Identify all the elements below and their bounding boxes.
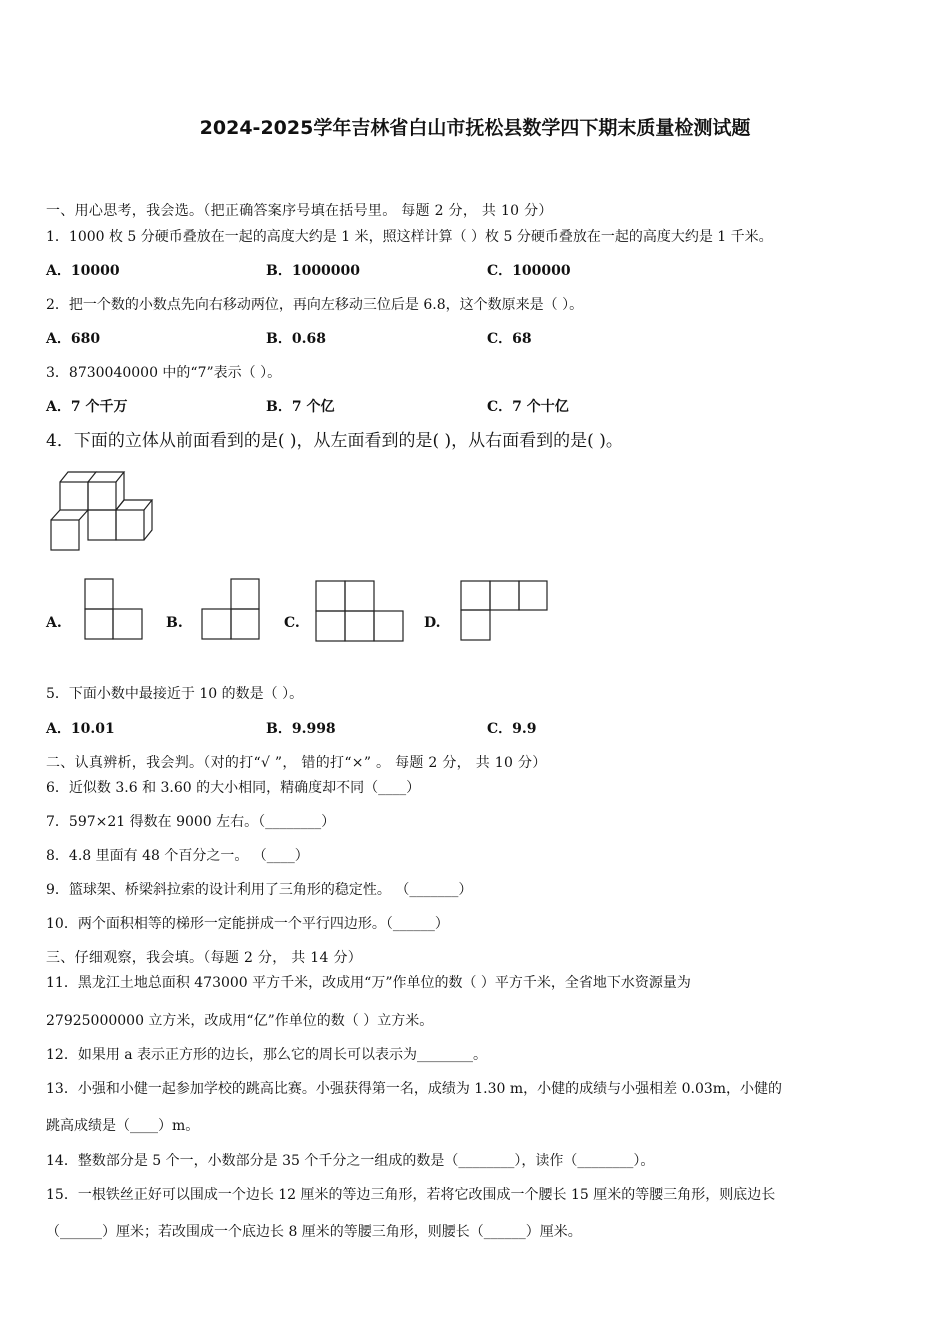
page-title: 2024-2025学年吉林省白山市抚松县数学四下期末质量检测试题 (199, 117, 751, 139)
question-6: 6．近似数 3.6 和 3.60 的大小相同，精确度却不同（____） (46, 780, 421, 796)
q4-option-c: C. (284, 615, 300, 631)
section-3-heading: 三、仔细观察，我会填。（每题 2 分， 共 14 分） (46, 950, 363, 966)
question-15-line-2: （______）厘米；若改围成一个底边长 8 厘米的等腰三角形，则腰长（______）厘米。 (46, 1224, 582, 1240)
q4-view-a (84, 578, 144, 640)
question-5: 5．下面小数中最接近于 10 的数是（ ）。 (46, 686, 304, 702)
question-9: 9．篮球架、桥梁斜拉索的设计利用了三角形的稳定性。 （_______） (46, 882, 473, 898)
q5-option-b: B．9.998 (266, 721, 336, 737)
q3-option-c: C．7 个十亿 (487, 399, 569, 415)
question-10: 10．两个面积相等的梯形一定能拼成一个平行四边形。（______） (46, 916, 449, 932)
question-11-line-2: 27925000000 立方米，改成用“亿”作单位的数（ ）立方米。 (46, 1013, 434, 1029)
question-1: 1．1000 枚 5 分硬币叠放在一起的高度大约是 1 米，照这样计算（ ）枚 5 分硬币叠放在一起的高度大约是 1 千米。 (46, 229, 773, 245)
q2-option-c: C．68 (487, 331, 532, 347)
question-4: 4．下面的立体从前面看到的是( )，从左面看到的是( )，从右面看到的是( )。 (46, 431, 623, 451)
question-12: 12．如果用 a 表示正方形的边长，那么它的周长可以表示为________。 (46, 1047, 488, 1063)
q3-option-a: A．7 个千万 (46, 399, 128, 415)
q5-option-a: A．10.01 (46, 721, 115, 737)
q5-option-c: C．9.9 (487, 721, 537, 737)
q1-option-b: B．1000000 (266, 263, 361, 279)
question-2: 2．把一个数的小数点先向右移动两位，再向左移动三位后是 6.8，这个数原来是（ ）。 (46, 297, 584, 313)
question-8: 8．4.8 里面有 48 个百分之一。 （____） (46, 848, 309, 864)
section-2-heading: 二、认真辨析，我会判。（对的打“√ ”， 错的打“×” 。 每题 2 分， 共 10 分） (46, 755, 547, 771)
question-14: 14．整数部分是 5 个一，小数部分是 35 个千分之一组成的数是（________），读作（________）。 (46, 1153, 655, 1169)
q4-view-d (460, 580, 550, 642)
question-7: 7．597×21 得数在 9000 左右。（________） (46, 814, 336, 830)
question-13-line-2: 跳高成绩是（____）m。 (46, 1118, 200, 1134)
q1-option-a: A．10000 (46, 263, 120, 279)
question-11-line-1: 11．黑龙江土地总面积 473000 平方千米，改成用“万”作单位的数（ ）平方千米，全省地下水资源量为 (46, 975, 691, 991)
q4-view-b (201, 578, 261, 640)
q4-option-a: A. (46, 615, 62, 631)
q3-option-b: B．7 个亿 (266, 399, 335, 415)
q4-option-d: D. (424, 615, 441, 631)
question-15-line-1: 15．一根铁丝正好可以围成一个边长 12 厘米的等边三角形，若将它改围成一个腰长 15 厘米的等腰三角形，则底边长 (46, 1187, 776, 1203)
question-13-line-1: 13．小强和小健一起参加学校的跳高比赛。小强获得第一名，成绩为 1.30 m，小健的成绩与小强相差 0.03m，小健的 (46, 1081, 783, 1097)
q1-option-c: C．100000 (487, 263, 571, 279)
q4-view-c (315, 580, 405, 642)
q4-option-b: B. (166, 615, 183, 631)
section-1-heading: 一、用心思考，我会选。（把正确答案序号填在括号里。 每题 2 分， 共 10 分） (46, 203, 553, 219)
q2-option-b: B．0.68 (266, 331, 326, 347)
cube-solid-figure (48, 470, 160, 555)
q2-option-a: A．680 (46, 331, 101, 347)
question-3: 3．8730040000 中的“7”表示（ ）。 (46, 365, 282, 381)
